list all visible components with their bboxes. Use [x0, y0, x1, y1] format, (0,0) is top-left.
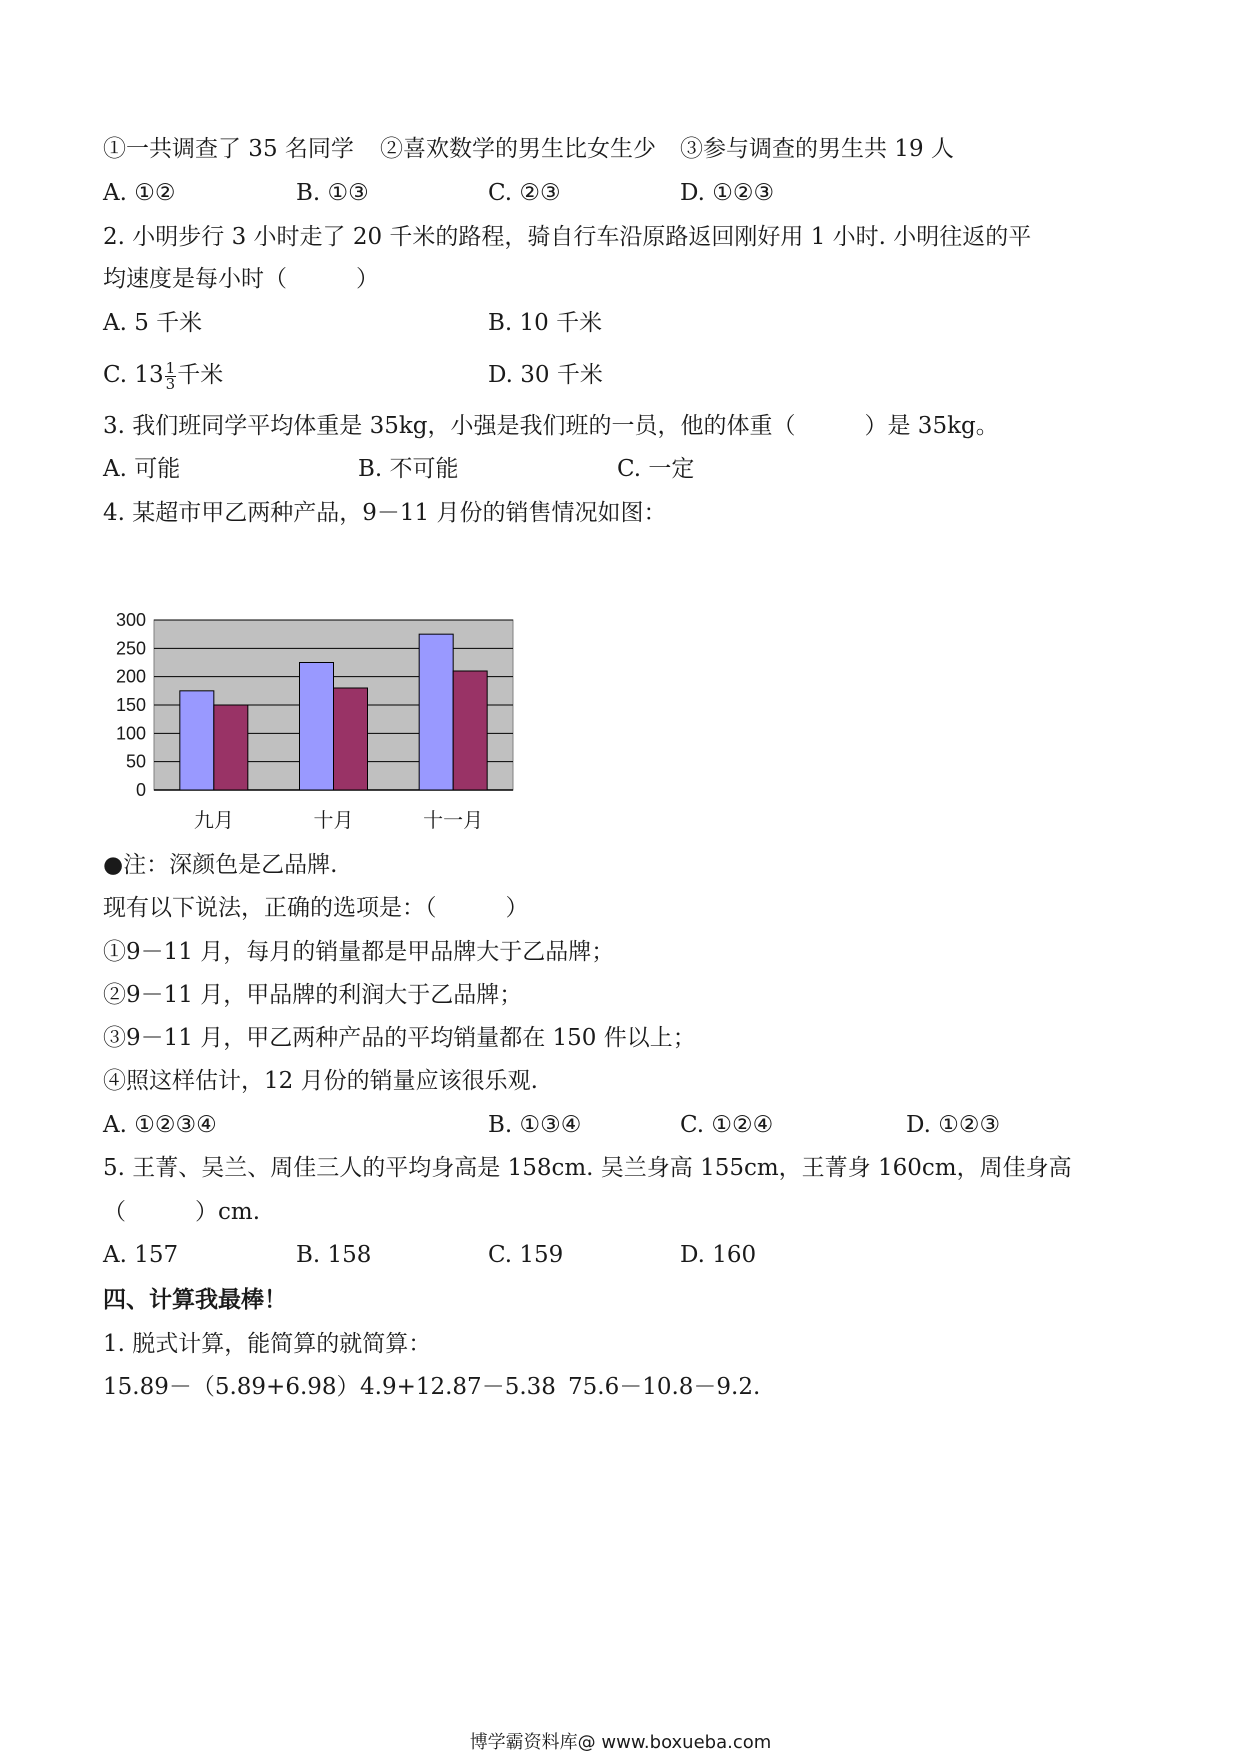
bar-series-2-十一月 [453, 671, 487, 790]
y-tick-label: 300 [115, 610, 146, 630]
x-tick-label: 九月 [193, 808, 234, 832]
section-4-heading: 四、计算我最棒！ [103, 1286, 287, 1313]
q3-option-b: B. 不可能 [358, 456, 459, 482]
expression-3: 75.6－10.8－9.2. [568, 1374, 761, 1400]
section-4-q1-text: 1. 脱式计算，能简算的就简算： [103, 1331, 432, 1357]
q2-option-c-prefix: C. 13 [103, 362, 164, 388]
bar-series-2-九月 [214, 705, 248, 790]
q3-option-c: C. 一定 [617, 456, 695, 482]
page-footer: 博学霸资料库@ www.boxueba.com [469, 1732, 772, 1753]
bar-series-2-十月 [334, 688, 368, 790]
q4-prompt: 现有以下说法，正确的选项是：（ ） [103, 895, 529, 921]
fraction-denominator: 3 [165, 374, 176, 393]
q4-statement-2: ②9－11 月，甲品牌的利润大于乙品牌； [103, 982, 523, 1008]
y-tick-label: 250 [115, 638, 146, 659]
q4-statement-3: ③9－11 月，甲乙两种产品的平均销量都在 150 件以上； [103, 1025, 696, 1051]
q2-option-c [103, 360, 223, 392]
q2-option-c-suffix: 千米 [177, 362, 224, 388]
y-tick-label: 50 [125, 751, 146, 772]
sales-bar-chart [110, 610, 540, 840]
q1-statement-1: ①一共调查了 35 名同学 [103, 136, 354, 162]
q2-option-a: A. 5 千米 [103, 310, 203, 336]
y-tick-label: 200 [115, 666, 146, 687]
x-tick-label: 十一月 [423, 808, 484, 832]
fraction-numerator: 1 [165, 358, 176, 377]
chart-y-ticks [116, 610, 146, 800]
q2-option-d: D. 30 千米 [488, 362, 603, 388]
q1-option-d: D. ①②③ [680, 180, 775, 206]
q5-option-c: C. 159 [488, 1242, 564, 1268]
q4-option-a: A. ①②③④ [103, 1112, 217, 1138]
q2-option-b: B. 10 千米 [488, 310, 603, 336]
q5-option-d: D. 160 [680, 1242, 757, 1268]
x-tick-label: 十月 [313, 808, 354, 832]
q2-text-line2: 均速度是每小时（ ） [103, 266, 379, 292]
q4-statement-4: ④照这样估计，12 月份的销量应该很乐观. [103, 1068, 538, 1094]
q5-option-a: A. 157 [103, 1242, 179, 1268]
q1-statement-3: ③参与调查的男生共 19 人 [680, 136, 954, 162]
y-tick-label: 150 [115, 695, 146, 715]
expression-1: 15.89－（5.89+6.98） [103, 1374, 360, 1400]
expression-2: 4.9+12.87－5.38 [360, 1374, 556, 1400]
q4-statement-1: ①9－11 月，每月的销量都是甲品牌大于乙品牌； [103, 939, 615, 965]
q5-text-line1: 5. 王菁、吴兰、周佳三人的平均身高是 158cm. 吴兰身高 155cm，王菁身 160cm，周佳身高 [103, 1155, 1072, 1181]
q3-option-a: A. 可能 [103, 456, 181, 482]
bar-series-1-九月 [180, 691, 214, 790]
bar-series-1-十月 [300, 663, 334, 791]
q4-text: 4. 某超市甲乙两种产品，9－11 月份的销售情况如图： [103, 500, 667, 526]
q1-option-c: C. ②③ [488, 180, 561, 206]
q4-option-c: C. ①②④ [680, 1112, 774, 1138]
q5-text-line2: （ ）cm. [103, 1199, 261, 1225]
q3-text: 3. 我们班同学平均体重是 35kg，小强是我们班的一员，他的体重（ ）是 35kg。 [103, 413, 999, 439]
chart-x-ticks [194, 808, 483, 832]
q4-note: ●注：深颜色是乙品牌. [103, 852, 338, 878]
q5-option-b: B. 158 [296, 1242, 372, 1268]
bar-series-1-十一月 [419, 634, 453, 790]
y-tick-label: 100 [115, 723, 146, 744]
q1-statement-2: ②喜欢数学的男生比女生少 [380, 136, 656, 162]
y-tick-label: 0 [135, 780, 146, 800]
q4-option-d: D. ①②③ [906, 1112, 1001, 1138]
q2-text-line1: 2. 小明步行 3 小时走了 20 千米的路程，骑自行车沿原路返回刚好用 1 小时. 小明往返的平 [103, 224, 1032, 250]
q2-option-c-fraction [165, 358, 177, 393]
q1-option-b: B. ①③ [296, 180, 369, 206]
q4-option-b: B. ①③④ [488, 1112, 582, 1138]
q1-option-a: A. ①② [103, 180, 176, 206]
